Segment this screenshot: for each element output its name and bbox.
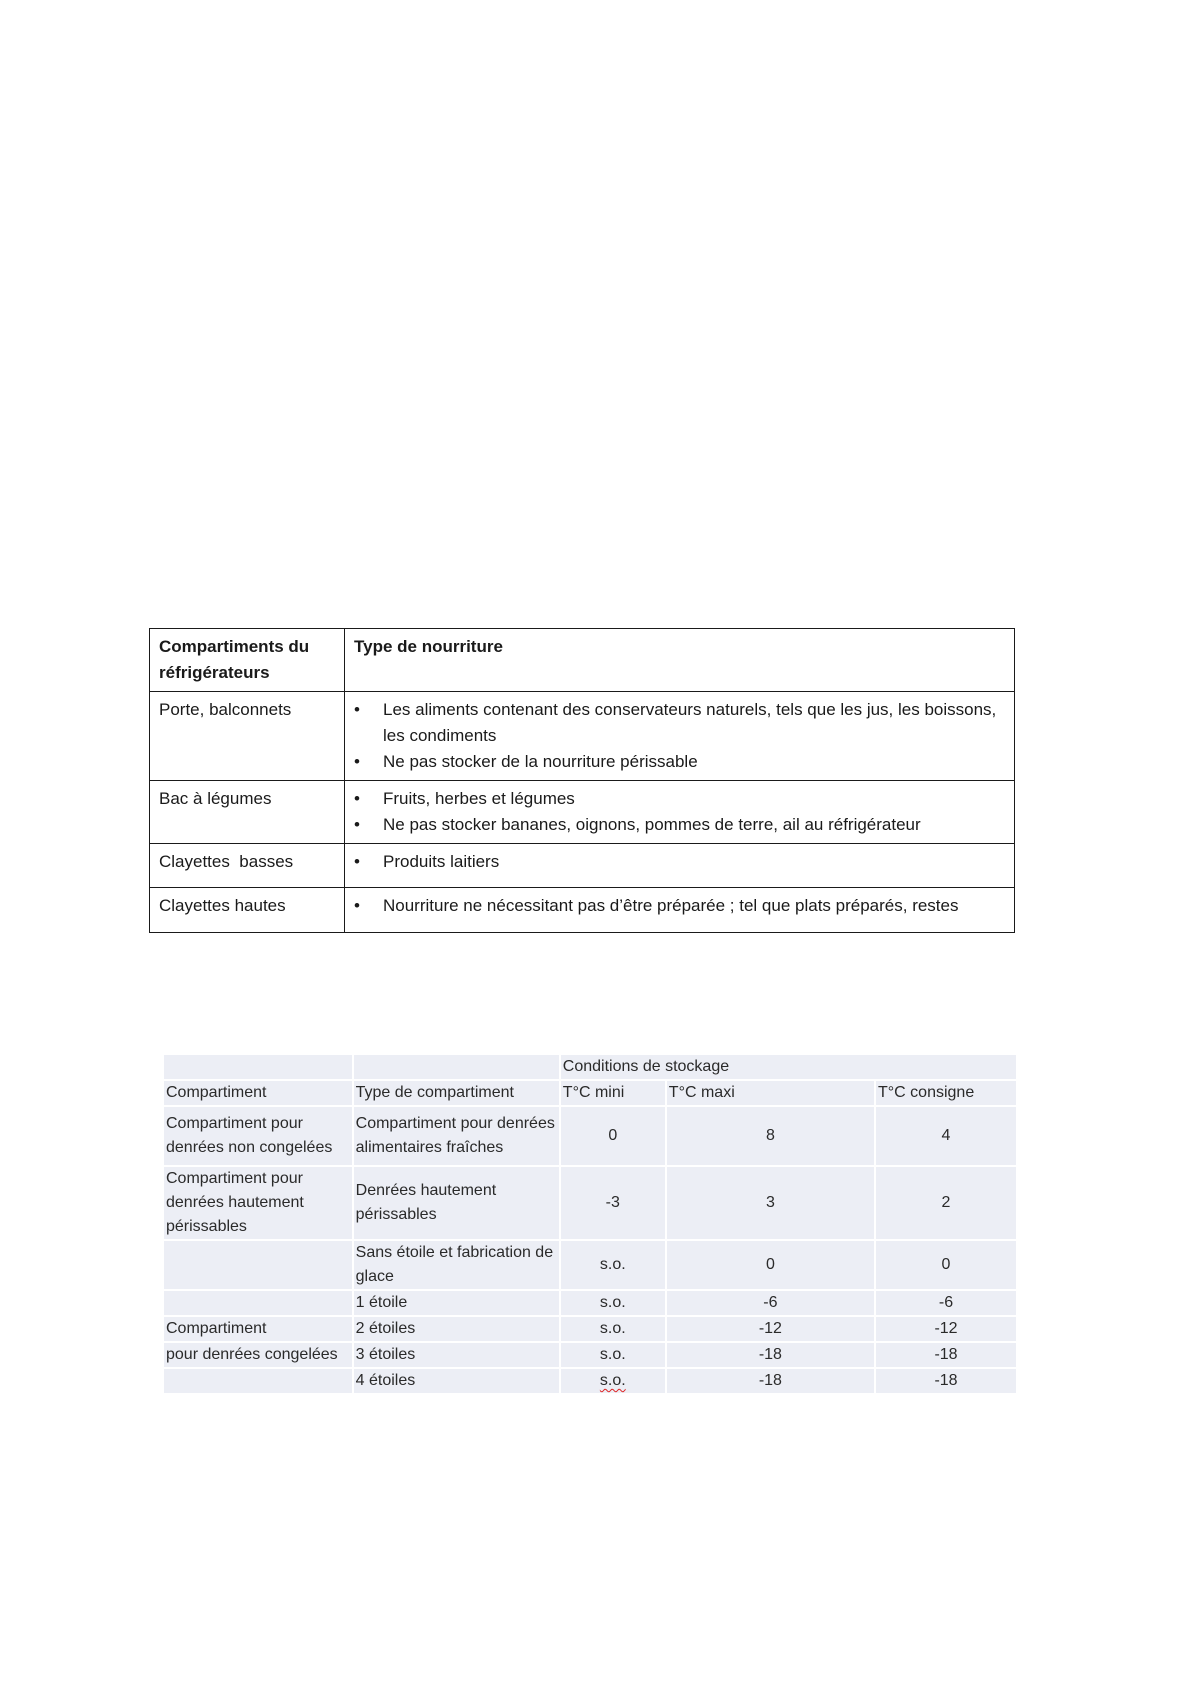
empty-cell bbox=[164, 1055, 352, 1079]
max-temp-cell: -18 bbox=[667, 1369, 874, 1393]
food-type-list bbox=[354, 849, 1005, 875]
compartment-cell: Compartiment pour denrées hautement périssables bbox=[164, 1167, 352, 1239]
header-cell-compartment: Compartiment bbox=[164, 1081, 352, 1105]
empty-cell bbox=[354, 1055, 559, 1079]
setpoint-temp-cell: 4 bbox=[876, 1107, 1016, 1165]
fridge-compartments-table bbox=[149, 628, 1015, 933]
type-cell: 3 étoiles bbox=[354, 1343, 559, 1367]
table-row bbox=[164, 1291, 1016, 1315]
type-cell: Denrées hautement périssables bbox=[354, 1167, 559, 1239]
list-item: • Les aliments contenant des conservateurs naturels, tels que les jus, les boissons, les condiments bbox=[354, 697, 1005, 749]
table-row bbox=[150, 781, 1015, 844]
setpoint-temp-cell: 2 bbox=[876, 1167, 1016, 1239]
header-cell-food-type: Type de nourriture bbox=[345, 629, 1015, 692]
food-type-cell bbox=[345, 844, 1015, 888]
setpoint-temp-cell: -12 bbox=[876, 1317, 1016, 1341]
food-type-cell bbox=[345, 888, 1015, 933]
header-cell-setpoint: T°C consigne bbox=[876, 1081, 1016, 1105]
list-item: • Ne pas stocker de la nourriture périssable bbox=[354, 749, 1005, 775]
table-row bbox=[164, 1369, 1016, 1393]
min-temp-cell bbox=[561, 1369, 665, 1393]
table-row bbox=[150, 692, 1015, 781]
setpoint-temp-cell: 0 bbox=[876, 1241, 1016, 1289]
min-temp-cell: s.o. bbox=[561, 1241, 665, 1289]
min-temp-cell: s.o. bbox=[561, 1317, 665, 1341]
max-temp-cell: -12 bbox=[667, 1317, 874, 1341]
table-row bbox=[164, 1317, 1016, 1341]
max-temp-cell: 0 bbox=[667, 1241, 874, 1289]
max-temp-cell: 3 bbox=[667, 1167, 874, 1239]
type-cell: 4 étoiles bbox=[354, 1369, 559, 1393]
list-item: • Fruits, herbes et légumes bbox=[354, 786, 1005, 812]
table-row bbox=[164, 1241, 1016, 1289]
compartment-cell: Compartiment bbox=[164, 1317, 352, 1341]
food-type-list bbox=[354, 697, 1005, 775]
compartment-cell bbox=[164, 1291, 352, 1315]
header-cell-max: T°C maxi bbox=[667, 1081, 874, 1105]
group-header-row bbox=[164, 1055, 1016, 1079]
type-cell: Compartiment pour denrées alimentaires fraîches bbox=[354, 1107, 559, 1165]
max-temp-cell: -18 bbox=[667, 1343, 874, 1367]
compartment-cell: Clayettes hautes bbox=[150, 888, 345, 933]
type-cell: 2 étoiles bbox=[354, 1317, 559, 1341]
header-cell-compartments: Compartiments du réfrigérateurs bbox=[150, 629, 345, 692]
max-temp-cell: 8 bbox=[667, 1107, 874, 1165]
min-temp-cell: 0 bbox=[561, 1107, 665, 1165]
compartment-cell: pour denrées congelées bbox=[164, 1343, 352, 1367]
list-item: • Nourriture ne nécessitant pas d’être préparée ; tel que plats préparés, restes bbox=[354, 893, 1005, 919]
max-temp-cell: -6 bbox=[667, 1291, 874, 1315]
setpoint-temp-cell: -6 bbox=[876, 1291, 1016, 1315]
min-temp-cell: s.o. bbox=[561, 1291, 665, 1315]
table-header-row bbox=[150, 629, 1015, 692]
food-type-cell bbox=[345, 781, 1015, 844]
storage-conditions-table bbox=[162, 1053, 1018, 1395]
compartment-cell: Porte, balconnets bbox=[150, 692, 345, 781]
setpoint-temp-cell: -18 bbox=[876, 1343, 1016, 1367]
food-type-cell bbox=[345, 692, 1015, 781]
table-row bbox=[150, 844, 1015, 888]
list-item: • Ne pas stocker bananes, oignons, pommes de terre, ail au réfrigérateur bbox=[354, 812, 1005, 838]
table-row bbox=[150, 888, 1015, 933]
table-row bbox=[164, 1167, 1016, 1239]
list-item: • Produits laitiers bbox=[354, 849, 1005, 875]
compartment-cell bbox=[164, 1241, 352, 1289]
compartment-cell bbox=[164, 1369, 352, 1393]
table-row bbox=[164, 1107, 1016, 1165]
compartment-cell: Clayettes basses bbox=[150, 844, 345, 888]
compartment-cell: Bac à légumes bbox=[150, 781, 345, 844]
min-temp-cell: s.o. bbox=[561, 1343, 665, 1367]
table-header-row bbox=[164, 1081, 1016, 1105]
header-cell-type: Type de compartiment bbox=[354, 1081, 559, 1105]
type-cell: 1 étoile bbox=[354, 1291, 559, 1315]
table-row bbox=[164, 1343, 1016, 1367]
setpoint-temp-cell: -18 bbox=[876, 1369, 1016, 1393]
spellcheck-marked-text: s.o. bbox=[599, 1372, 626, 1389]
food-type-list bbox=[354, 893, 1005, 919]
header-cell-min: T°C mini bbox=[561, 1081, 665, 1105]
min-temp-cell: -3 bbox=[561, 1167, 665, 1239]
type-cell: Sans étoile et fabrication de glace bbox=[354, 1241, 559, 1289]
compartment-cell: Compartiment pour denrées non congelées bbox=[164, 1107, 352, 1165]
group-header-cell: Conditions de stockage bbox=[561, 1055, 1016, 1079]
food-type-list bbox=[354, 786, 1005, 838]
